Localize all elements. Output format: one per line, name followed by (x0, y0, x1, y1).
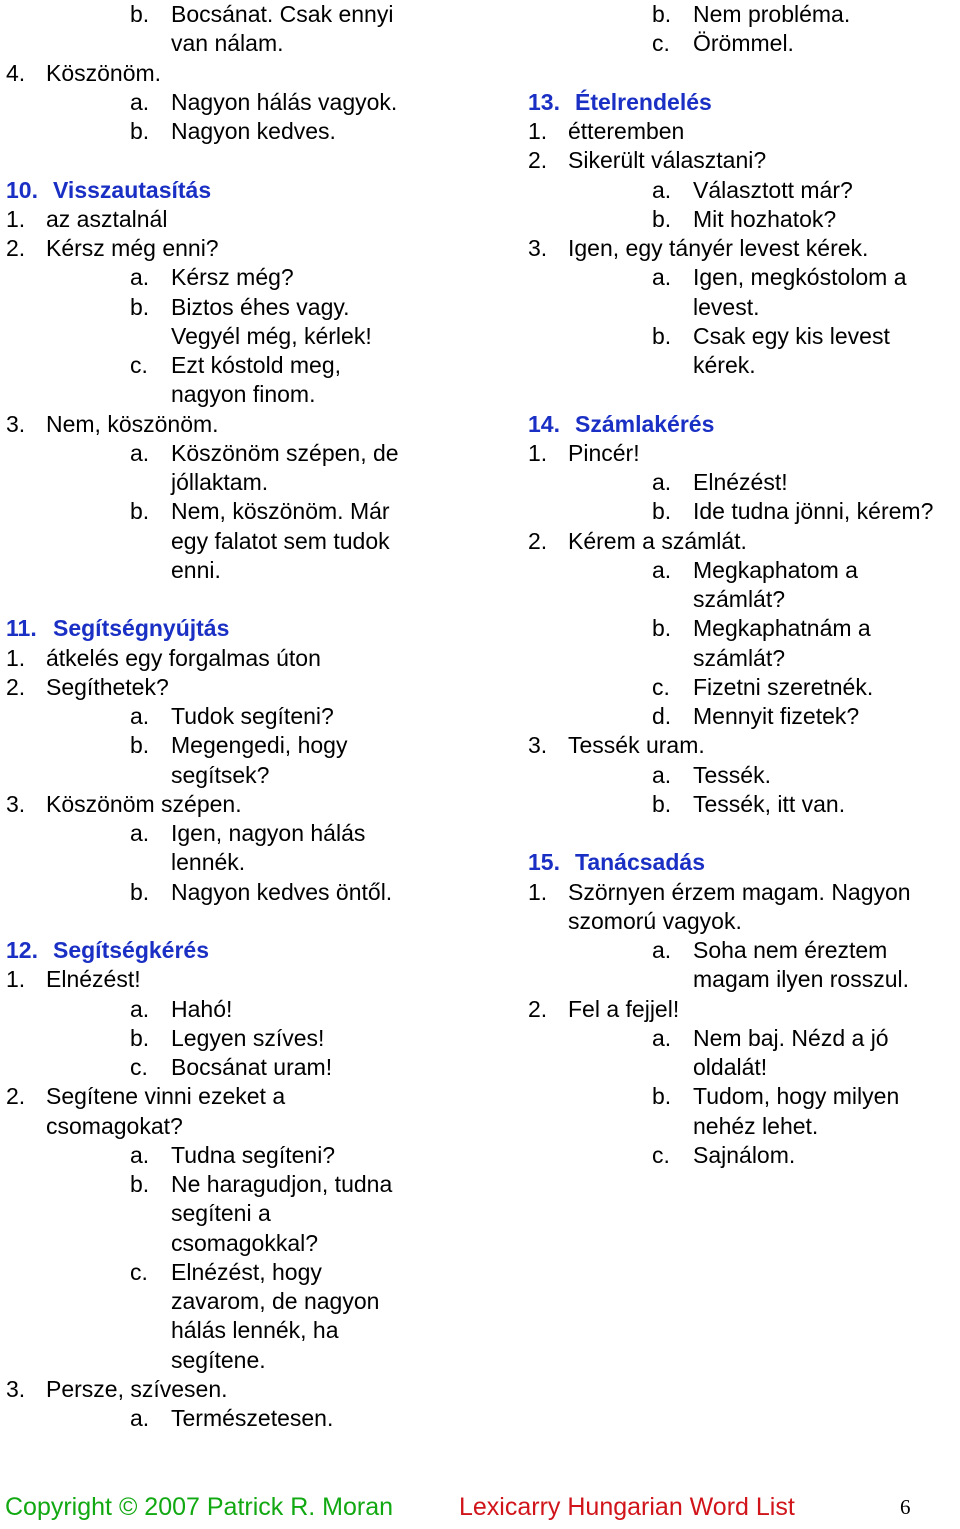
item-text: Pincér! (568, 439, 640, 466)
footer-copyright: Copyright © 2007 Patrick R. Moran (5, 1493, 394, 1521)
item-number: 1. (528, 878, 548, 905)
heading-text: Tanácsadás (575, 849, 705, 876)
sub-item-text: Tudom, hogy milyen (693, 1083, 900, 1110)
sub-item-letter: a. (130, 439, 150, 466)
sub-item-letter: b. (130, 1024, 150, 1051)
sub-item-text: Nem, köszönöm. Már (171, 498, 390, 525)
footer-title: Lexicarry Hungarian Word List (459, 1493, 795, 1521)
continuation-text: levest. (693, 293, 760, 320)
heading-text: Számlakérés (575, 410, 715, 437)
sub-item-text: Tessék, itt van. (693, 790, 846, 817)
continuation-text: oldalát! (693, 1054, 768, 1080)
sub-item-text: Ezt kóstold meg, (171, 352, 342, 378)
continuation-text: magam ilyen rosszul. (693, 966, 910, 993)
sub-item-letter: b. (652, 1, 672, 27)
item-number: 3. (6, 790, 26, 817)
item-number: 1. (6, 205, 26, 232)
sub-item-text: Köszönöm szépen, de (171, 439, 399, 466)
item-number: 3. (6, 1375, 26, 1402)
sub-item-text: Biztos éhes vagy. (171, 293, 350, 320)
sub-item-text: Nem baj. Nézd a jó (693, 1024, 889, 1051)
continuation-text: segíteni a (171, 1200, 271, 1227)
heading-number: 13. (528, 88, 560, 115)
continuation-text: nehéz lehet. (693, 1112, 819, 1139)
continuation-text: számlát? (693, 586, 786, 612)
sub-item-text: Mit hozhatok? (693, 205, 837, 232)
sub-item-text: Legyen szíves! (171, 1024, 325, 1051)
item-number: 1. (6, 966, 26, 993)
heading-text: Ételrendelés (575, 88, 712, 115)
sub-item-letter: b. (652, 498, 672, 525)
sub-item-letter: b. (652, 322, 672, 349)
continuation-text: számlát? (693, 644, 786, 671)
sub-item-letter: a. (130, 1405, 150, 1431)
continuation-text: segítene. (171, 1346, 266, 1373)
sub-item-text: Bocsánat. Csak ennyi (171, 1, 394, 27)
item-text: átkelés egy forgalmas úton (46, 644, 321, 671)
sub-item-letter: a. (652, 1024, 672, 1051)
continuation-text: csomagokat? (46, 1112, 183, 1139)
continuation-text: egy falatot sem tudok (171, 527, 390, 554)
sub-item-letter: b. (130, 878, 150, 905)
item-text: Persze, szívesen. (46, 1375, 228, 1402)
heading-text: Visszautasítás (53, 176, 212, 203)
heading-number: 12. (6, 937, 38, 963)
item-number: 2. (6, 673, 26, 700)
sub-item-text: Örömmel. (693, 30, 794, 57)
continuation-text: nagyon finom. (171, 381, 316, 408)
sub-item-text: Természetesen. (171, 1405, 334, 1431)
item-text: Köszönöm szépen. (46, 790, 242, 817)
sub-item-text: Fizetni szeretnék. (693, 673, 874, 700)
continuation-text: Vegyél még, kérlek! (171, 322, 372, 349)
sub-item-letter: b. (130, 498, 150, 525)
sub-item-letter: a. (652, 937, 672, 963)
sub-item-letter: d. (652, 703, 672, 729)
item-text: Igen, egy tányér levest kérek. (568, 235, 869, 261)
item-number: 1. (528, 118, 548, 144)
sub-item-text: Bocsánat uram! (171, 1054, 333, 1080)
sub-item-letter: a. (652, 761, 672, 788)
heading-number: 10. (6, 176, 38, 203)
sub-item-text: Ne haragudjon, tudna (171, 1171, 393, 1197)
sub-item-text: Megkaphatnám a (693, 615, 871, 642)
sub-item-letter: b. (130, 293, 150, 320)
sub-item-text: Elnézést! (693, 469, 788, 495)
item-number: 1. (528, 439, 548, 466)
item-number: 2. (528, 527, 548, 554)
sub-item-letter: b. (652, 790, 672, 817)
sub-item-text: Elnézést, hogy (171, 1258, 322, 1285)
continuation-text: kérek. (693, 352, 756, 378)
item-text: étteremben (568, 118, 685, 144)
sub-item-text: Nem probléma. (693, 1, 851, 27)
continuation-text: csomagokkal? (171, 1229, 319, 1256)
sub-item-text: Igen, megkóstolom a (693, 264, 907, 291)
item-number: 3. (528, 235, 548, 261)
item-text: Nem, köszönöm. (46, 410, 219, 437)
sub-item-letter: a. (652, 469, 672, 495)
item-number: 4. (6, 59, 26, 86)
sub-item-text: Nagyon kedves öntől. (171, 878, 393, 905)
item-number: 2. (528, 147, 548, 174)
heading-number: 14. (528, 410, 560, 437)
sub-item-letter: b. (130, 1, 150, 27)
item-number: 2. (6, 235, 26, 261)
item-number: 3. (528, 732, 548, 759)
item-text: az asztalnál (46, 205, 168, 232)
item-text: Tessék uram. (568, 732, 705, 759)
continuation-text: jóllaktam. (171, 469, 269, 495)
sub-item-letter: c. (652, 30, 670, 57)
item-number: 2. (6, 1083, 26, 1110)
item-number: 1. (6, 644, 26, 671)
sub-item-letter: b. (652, 1083, 672, 1110)
sub-item-letter: a. (130, 820, 150, 846)
sub-item-text: Ide tudna jönni, kérem? (693, 498, 934, 525)
sub-item-text: Kérsz még? (171, 264, 294, 291)
heading-number: 11. (6, 615, 37, 642)
item-number: 3. (6, 410, 26, 437)
item-text: Segíthetek? (46, 673, 169, 700)
sub-item-letter: a. (130, 1141, 150, 1168)
sub-item-letter: a. (130, 995, 150, 1022)
sub-item-text: Megengedi, hogy (171, 732, 348, 759)
sub-item-text: Sajnálom. (693, 1141, 796, 1168)
sub-item-text: Megkaphatom a (693, 556, 858, 583)
sub-item-text: Tudna segíteni? (171, 1141, 336, 1168)
sub-item-letter: b. (130, 118, 150, 144)
item-text: Köszönöm. (46, 59, 162, 86)
sub-item-letter: c. (130, 352, 148, 378)
continuation-text: szomorú vagyok. (568, 907, 742, 934)
continuation-text: van nálam. (171, 30, 284, 57)
sub-item-text: Hahó! (171, 995, 233, 1022)
page-number: 6 (900, 1495, 911, 1519)
sub-item-text: Nagyon kedves. (171, 118, 336, 144)
sub-item-text: Tessék. (693, 761, 771, 788)
sub-item-letter: a. (130, 264, 150, 291)
continuation-text: lennék. (171, 849, 246, 876)
continuation-text: segítsek? (171, 761, 270, 788)
item-text: Sikerült választani? (568, 147, 767, 174)
sub-item-letter: c. (652, 673, 670, 700)
item-number: 2. (528, 995, 548, 1022)
item-text: Kérem a számlát. (568, 527, 747, 554)
sub-item-letter: a. (130, 88, 150, 115)
continuation-text: zavarom, de nagyon (171, 1288, 380, 1314)
sub-item-letter: a. (652, 556, 672, 583)
sub-item-text: Nagyon hálás vagyok. (171, 88, 398, 115)
sub-item-text: Mennyit fizetek? (693, 703, 860, 729)
heading-text: Segítségnyújtás (53, 615, 230, 642)
item-text: Szörnyen érzem magam. Nagyon (568, 878, 911, 905)
sub-item-text: Csak egy kis levest (693, 322, 890, 349)
sub-item-letter: b. (130, 1171, 150, 1197)
sub-item-letter: a. (130, 703, 150, 729)
sub-item-letter: a. (652, 264, 672, 291)
item-text: Fel a fejjel! (568, 995, 680, 1022)
sub-item-text: Választott már? (693, 176, 853, 203)
sub-item-letter: b. (130, 732, 150, 759)
sub-item-letter: c. (652, 1141, 670, 1168)
sub-item-text: Tudok segíteni? (171, 703, 334, 729)
continuation-text: hálás lennék, ha (171, 1317, 339, 1344)
sub-item-letter: c. (130, 1258, 148, 1285)
heading-text: Segítségkérés (53, 937, 209, 963)
item-text: Elnézést! (46, 966, 141, 993)
sub-item-letter: b. (652, 615, 672, 642)
item-text: Kérsz még enni? (46, 235, 219, 261)
item-text: Segítene vinni ezeket a (46, 1083, 286, 1110)
sub-item-text: Igen, nagyon hálás (171, 820, 366, 846)
sub-item-text: Soha nem éreztem (693, 937, 888, 963)
sub-item-letter: a. (652, 176, 672, 203)
heading-number: 15. (528, 849, 560, 876)
page-footer (0, 1490, 960, 1524)
continuation-text: enni. (171, 556, 221, 583)
sub-item-letter: b. (652, 205, 672, 232)
sub-item-letter: c. (130, 1054, 148, 1080)
